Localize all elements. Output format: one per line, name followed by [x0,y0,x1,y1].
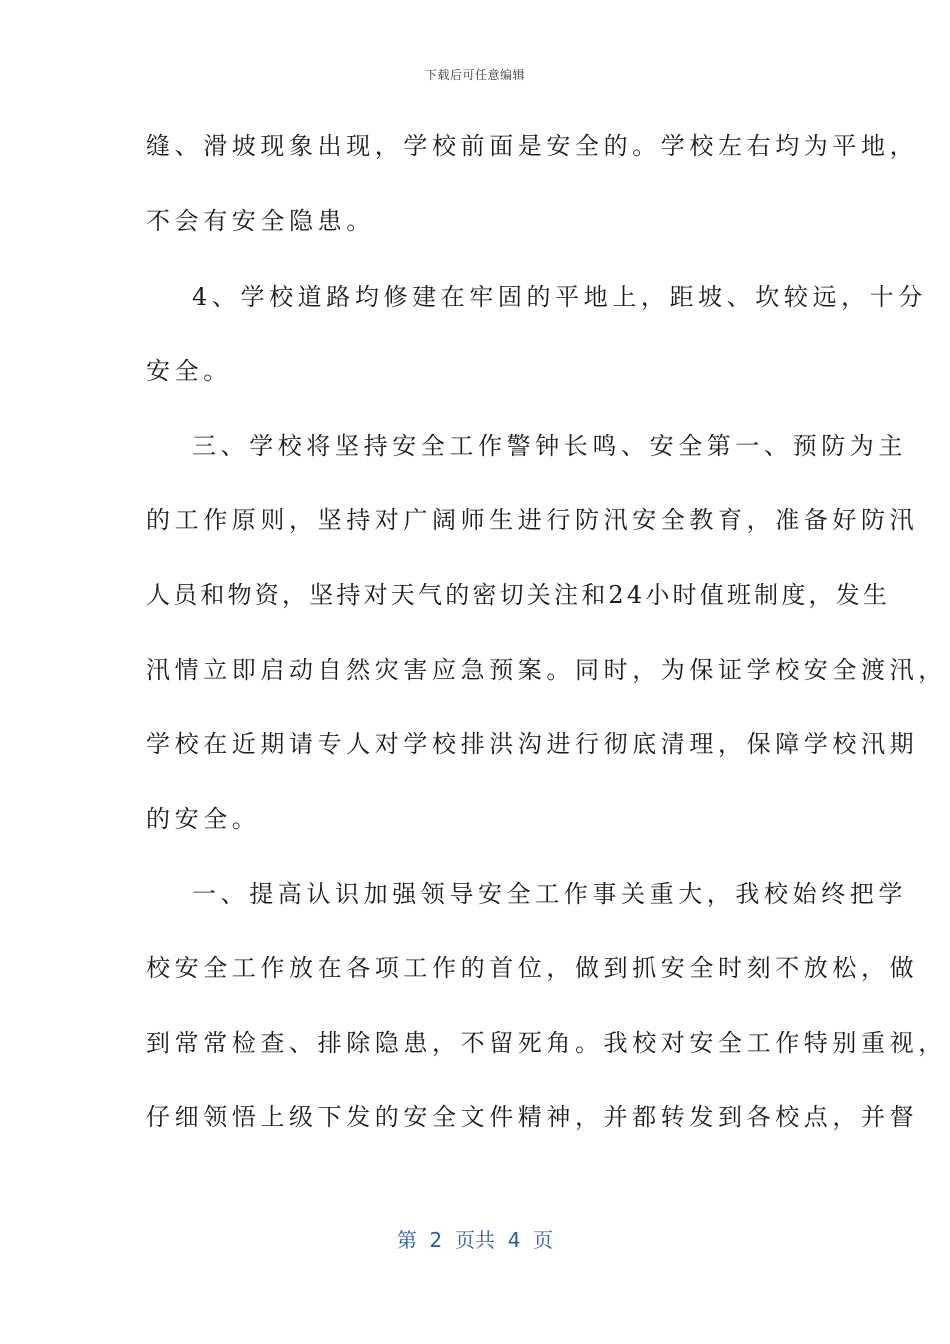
body-line-2: 不会有安全隐患。 [146,207,375,235]
body-line-6: 的工作原则，坚持对广阔师生进行防汛安全教育，准备好防汛 [146,506,919,534]
body-line-11: 一、提高认识加强领导安全工作事关重大，我校始终把学 [192,880,907,908]
page-number-footer: 第 2 页共 4 页 [396,1228,554,1252]
body-line-1: 缝、滑坡现象出现，学校前面是安全的。学校左右均为平地， [146,132,919,160]
body-line-4: 安全。 [146,357,232,385]
body-line-10: 的安全。 [146,805,261,833]
body-line-3: 4、学校道路均修建在牢固的平地上，距坡、坎较远，十分 [192,283,927,311]
body-line-13: 到常常检查、排除隐患，不留死角。我校对安全工作特别重视， [146,1029,947,1057]
body-line-7: 人员和物资，坚持对天气的密切关注和24小时值班制度，发生 [146,581,891,609]
header-note: 下载后可任意编辑 [424,68,525,82]
body-line-12: 校安全工作放在各项工作的首位，做到抓安全时刻不放松，做 [146,954,919,982]
body-line-8: 汛情立即启动自然灾害应急预案。同时，为保证学校安全渡汛， [146,656,947,684]
body-line-14: 仔细领悟上级下发的安全文件精神，并都转发到各校点，并督 [146,1103,919,1131]
body-line-5: 三、学校将坚持安全工作警钟长鸣、安全第一、预防为主 [192,432,907,460]
body-line-9: 学校在近期请专人对学校排洪沟进行彻底清理，保障学校汛期 [146,730,919,758]
